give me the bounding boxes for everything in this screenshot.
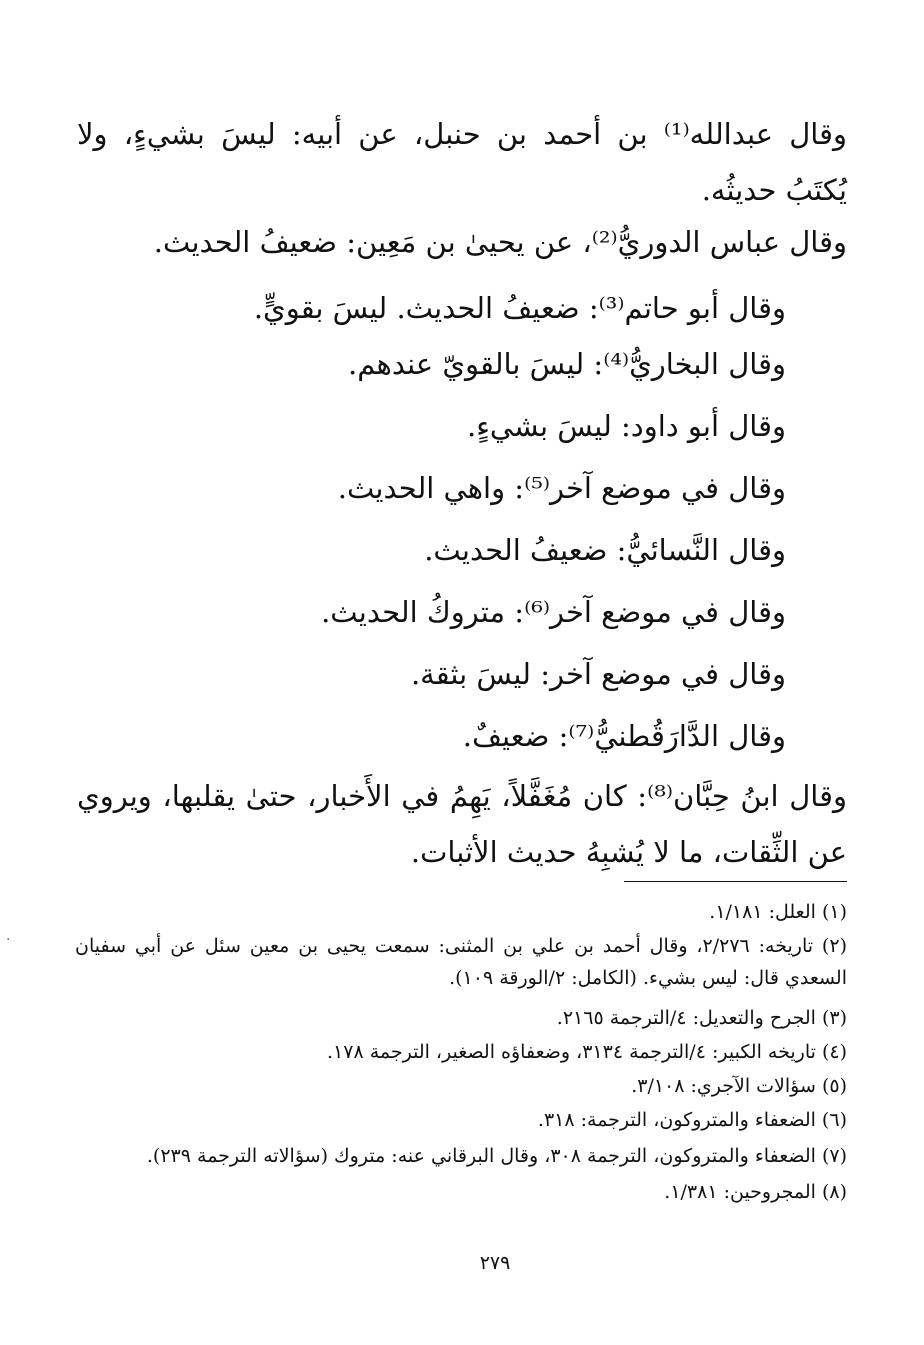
footnote-2: (٢) تاريخه: ٢/٢٧٦، وقال أحمد بن علي بن المثنى: سمعت يحيى بن معين سئل عن أبي سفيان السعدي قال: ليس بشيء. (الكامل: ٢/الورقة ١٠٩). bbox=[75, 935, 847, 989]
footnote-8: (٨) المجروحين: ١/٣٨١. bbox=[664, 1181, 847, 1203]
footnote-4: (٤) تاريخه الكبير: ٤/الترجمة ٣١٣٤، وضعفاؤه الصغير، الترجمة ١٧٨. bbox=[326, 1041, 847, 1063]
footnote-5: (٥) سؤالات الآجري: ٣/١٠٨. bbox=[631, 1075, 847, 1097]
main-paragraph-6: وقال في موضع آخر⁽⁵⁾: واهي الحديث. bbox=[337, 471, 786, 505]
footnote-3: (٣) الجرح والتعديل: ٤/الترجمة ٢١٦٥. bbox=[556, 1007, 847, 1029]
scan-mark: · bbox=[6, 932, 11, 948]
main-paragraph-10: وقال الدَّارَقُطنيُّ⁽⁷⁾: ضعيفٌ. bbox=[462, 719, 786, 753]
main-paragraph-5: وقال أبو داود: ليسَ بشيءٍ. bbox=[467, 409, 786, 443]
footnote-1: (١) العلل: ١/١٨١. bbox=[709, 901, 847, 923]
footnote-6: (٦) الضعفاء والمتروكون، الترجمة: ٣١٨. bbox=[537, 1109, 847, 1131]
main-paragraph-2: وقال عباس الدوريُّ⁽²⁾، عن يحيىٰ بن مَعِين: ضعيفُ الحديث. bbox=[153, 225, 847, 259]
main-paragraph-11: وقال ابنُ حِبَّان⁽⁸⁾: كان مُغَفَّلاً، يَهِمُ في الأَخبار، حتىٰ يقلبها، ويروي عن الثِّقات، ما لا يُشبِهُ حديث الأثبات. bbox=[77, 779, 847, 869]
footnote-divider bbox=[624, 881, 847, 882]
main-paragraph-1: وقال عبدالله⁽¹⁾ بن أحمد بن حنبل، عن أبيه: ليسَ بشيءٍ، ولا يُكتَبُ حديثُه. bbox=[77, 117, 847, 207]
page-number: ٢٧٩ bbox=[479, 1252, 511, 1274]
footnote-7: (٧) الضعفاء والمتروكون، الترجمة ٣٠٨، وقال البرقاني عنه: متروك (سؤالاته الترجمة ٢٣٩). bbox=[146, 1145, 847, 1167]
main-paragraph-7: وقال النَّسائيُّ: ضعيفُ الحديث. bbox=[424, 533, 786, 567]
main-paragraph-3: وقال أبو حاتم⁽³⁾: ضعيفُ الحديث. ليسَ بقويٍّ. bbox=[253, 291, 786, 325]
main-paragraph-9: وقال في موضع آخر: ليسَ بثقة. bbox=[410, 657, 786, 691]
main-paragraph-8: وقال في موضع آخر⁽⁶⁾: متروكُ الحديث. bbox=[321, 595, 786, 629]
main-paragraph-4: وقال البخاريُّ⁽⁴⁾: ليسَ بالقويّ عندهم. bbox=[348, 347, 786, 381]
